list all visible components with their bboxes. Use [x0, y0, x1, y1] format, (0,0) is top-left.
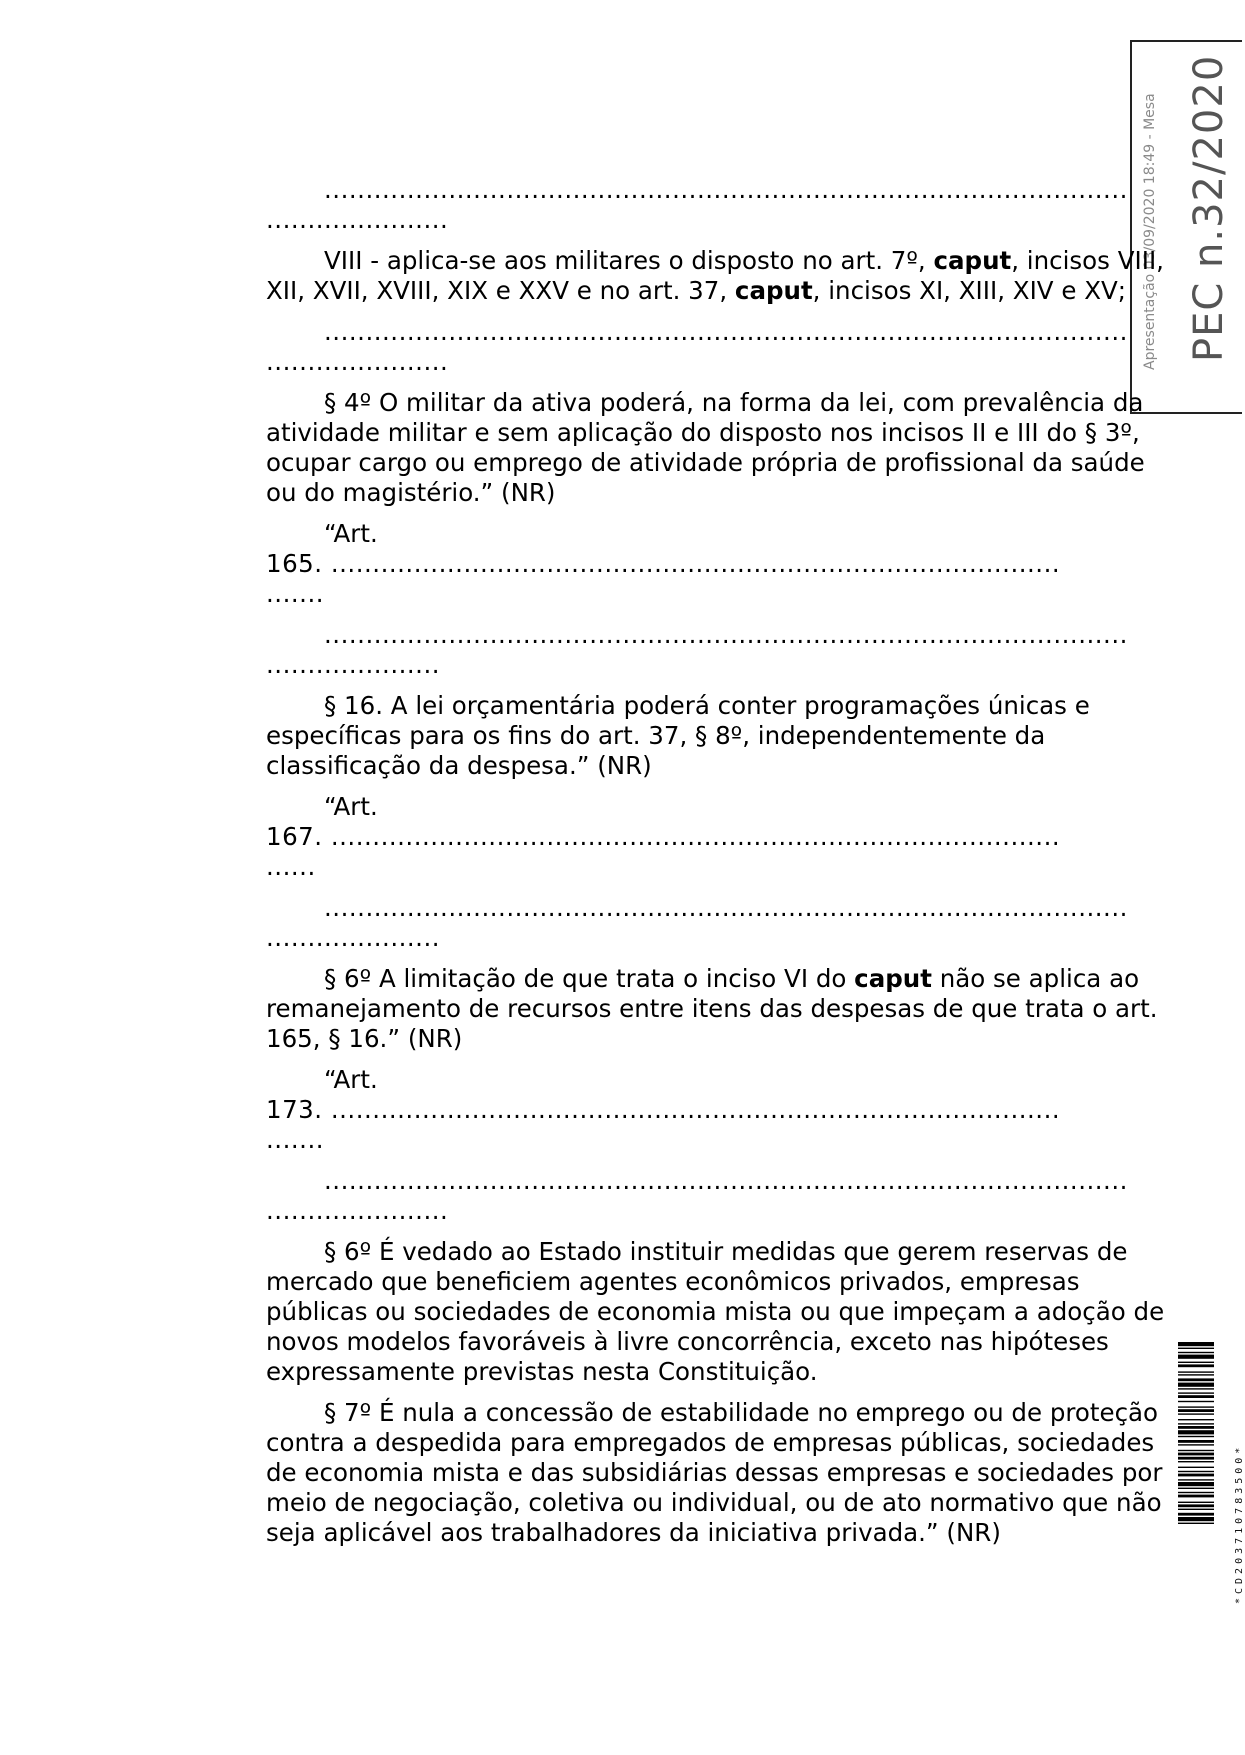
ellipsis-line: ......: [266, 852, 316, 881]
barcode-bar: [1178, 1378, 1214, 1381]
article-heading-165: “Art.: [324, 519, 378, 548]
ellipsis-line: ......................: [266, 347, 449, 376]
barcode-bar: [1178, 1495, 1214, 1498]
barcode-bar: [1178, 1364, 1214, 1367]
barcode-bar: [1178, 1401, 1214, 1402]
ellipsis-line: .....................: [266, 650, 441, 679]
stamp-document-code: PEC n.32/2020: [1186, 54, 1232, 362]
paragraph-4: § 4º O militar da ativa poderá, na forma da lei, com prevalência da atividade militar e sem aplicação do disposto nos incisos II e III do § 3º, ocupar cargo ou emprego de atividade própria de profissional da saúde ou do magistério.” (NR): [266, 388, 1145, 507]
paragraph-6-limitacao: § 6º A limitação de que trata o inciso VI do caput não se aplica ao remanejamento de recursos entre itens das despesas de que trata o art. 165, § 16.” (NR): [266, 964, 1158, 1053]
article-heading-167: “Art.: [324, 792, 378, 821]
barcode-bar: [1178, 1426, 1214, 1429]
ellipsis-line: .................................................................................................: [324, 317, 1128, 346]
barcode-bar: [1178, 1482, 1214, 1486]
ellipsis-line: .................................................................................................: [324, 620, 1128, 649]
barcode-bar: [1178, 1504, 1214, 1507]
barcode-bar: [1178, 1492, 1214, 1493]
barcode-bar: [1178, 1388, 1214, 1389]
barcode-bar: [1178, 1523, 1214, 1524]
barcode-bar: [1178, 1371, 1214, 1372]
ellipsis-line: .......: [266, 1125, 325, 1154]
barcode: [1178, 1342, 1214, 1604]
barcode-bar: [1178, 1413, 1214, 1414]
barcode-bar: [1178, 1479, 1214, 1480]
barcode-bar: [1178, 1467, 1214, 1468]
barcode-bar: [1178, 1409, 1214, 1412]
barcode-bar: [1178, 1471, 1214, 1472]
barcode-bar: [1178, 1430, 1214, 1434]
barcode-bar: [1178, 1450, 1214, 1451]
paragraph-6-vedado: § 6º É vedado ao Estado instituir medidas que gerem reservas de mercado que beneficiem agentes econômicos privados, empresas públicas ou sociedades de economia mista ou que impeçam a adoção de novos modelos favoráveis à livre concorrência, exceto nas hipóteses expressamente previstas nesta Constituição.: [266, 1237, 1165, 1386]
document-body: [266, 175, 1180, 1559]
stamp-presentation-text: Apresentação 03/09/2020 18:49 - Mesa: [1142, 93, 1158, 370]
ellipsis-line: .................................................................................................: [324, 175, 1128, 204]
ellipsis-line: .................................................................................................: [324, 893, 1128, 922]
article-line-167: 167. ........................................................................................: [266, 822, 1061, 851]
barcode-bar: [1178, 1395, 1214, 1398]
ellipsis-line: .................................................................................................: [324, 1166, 1128, 1195]
barcode-bar: [1178, 1423, 1214, 1424]
barcode-bar: [1178, 1342, 1214, 1346]
paragraph-viii: VIII - aplica-se aos militares o disposto no art. 7º, caput, incisos VIII, XII, XVII, XVIII, XIX e XXV e no art. 37, caput, incisos XI, XIII, XIV e XV;: [266, 246, 1164, 305]
barcode-bar: [1178, 1517, 1214, 1521]
barcode-bar: [1178, 1355, 1214, 1359]
barcode-bar: [1178, 1436, 1214, 1437]
barcode-bar: [1178, 1352, 1214, 1353]
barcode-bar: [1178, 1453, 1214, 1456]
article-heading-173: “Art.: [324, 1065, 378, 1094]
barcode-bar: [1178, 1502, 1214, 1503]
ellipsis-line: ......................: [266, 1196, 449, 1225]
article-line-165: 165. ........................................................................................: [266, 549, 1061, 578]
barcode-bar: [1178, 1362, 1214, 1363]
barcode-bar: [1178, 1513, 1214, 1516]
barcode-bar: [1178, 1509, 1214, 1510]
barcode-bar: [1178, 1348, 1214, 1349]
barcode-bar: [1178, 1419, 1214, 1420]
ellipsis-line: ......................: [266, 205, 449, 234]
paragraph-16: § 16. A lei orçamentária poderá conter programações únicas e específicas para os fins do art. 37, § 8º, independentemente da classificação da despesa.” (NR): [266, 691, 1090, 780]
barcode-bar: [1178, 1440, 1214, 1443]
barcode-bar: [1178, 1457, 1214, 1460]
barcode-bar: [1178, 1392, 1214, 1393]
barcode-bar: [1178, 1406, 1214, 1407]
barcode-bar: [1178, 1461, 1214, 1462]
barcode-bar: [1178, 1444, 1214, 1445]
barcode-bar: [1178, 1488, 1214, 1489]
paragraph-7: § 7º É nula a concessão de estabilidade no emprego ou de proteção contra a despedida para empregados de empresas públicas, sociedades de economia mista e das subsidiárias dessas empresas e sociedades por meio de negociação, coletiva ou individual, ou de ato normativo que não seja aplicável aos trabalhadores da iniciativa privada.” (NR): [266, 1398, 1163, 1547]
barcode-bar: [1178, 1474, 1214, 1477]
barcode-text: *CD203710783500*: [1234, 1443, 1245, 1604]
barcode-bar: [1178, 1374, 1214, 1375]
ellipsis-line: .....................: [266, 923, 441, 952]
ellipsis-line: .......: [266, 579, 325, 608]
barcode-bar: [1178, 1383, 1214, 1387]
article-line-173: 173. ........................................................................................: [266, 1095, 1061, 1124]
